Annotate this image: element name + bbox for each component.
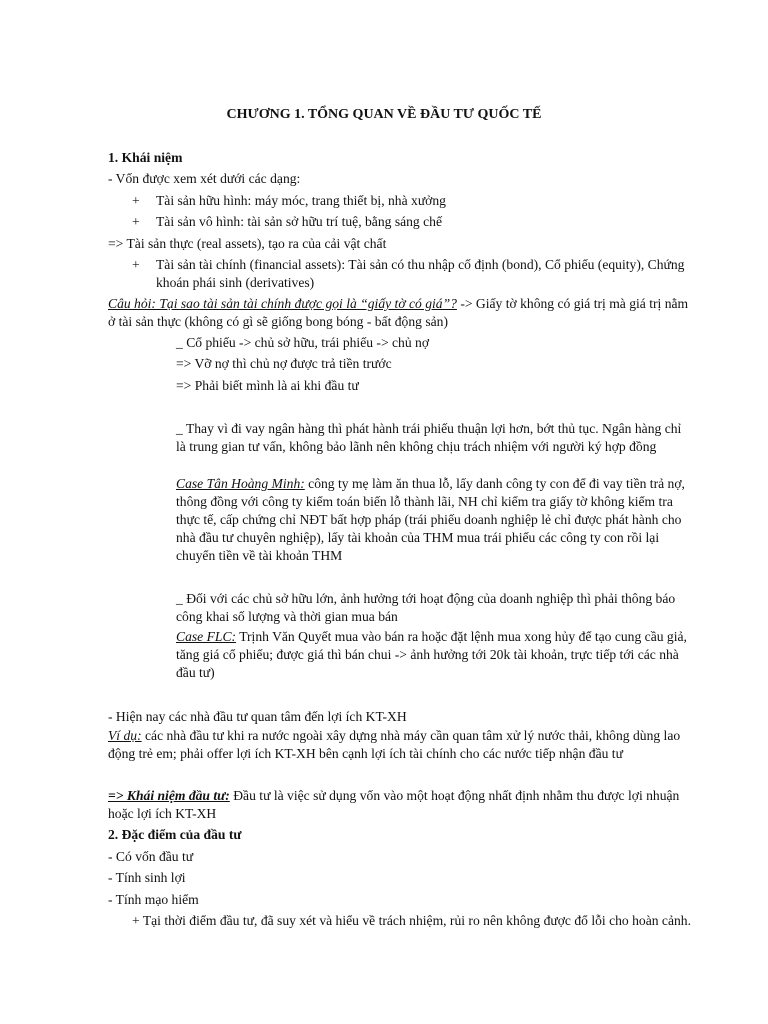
s2-line-2: - Tính sinh lợi xyxy=(108,870,186,885)
case-label: Case FLC: xyxy=(176,629,237,644)
bullet-mark: + xyxy=(132,214,140,229)
case-label: Case Tân Hoàng Minh: xyxy=(176,476,305,491)
definition-paragraph xyxy=(108,787,693,823)
s1-line-3: - Hiện nay các nhà đầu tư quan tâm đến lợi ích KT-XH xyxy=(108,709,407,724)
case-tan-hoang-minh xyxy=(176,475,691,565)
question-paragraph xyxy=(108,295,693,331)
section-2-heading: 2. Đặc điểm của đầu tư xyxy=(108,827,242,842)
question-note-1: _ Cổ phiếu -> chủ sở hữu, trái phiếu -> chủ nợ xyxy=(176,335,430,350)
definition-text: Đầu tư là việc sử dụng vốn vào một hoạt động nhất định nhằm thu được lợi nhuận hoặc lợi ích KT-XH xyxy=(108,788,680,821)
bullet-text: Tài sản vô hình: tài sản sở hữu trí tuệ, bằng sáng chế xyxy=(156,214,442,229)
chapter-title: CHƯƠNG 1. TỔNG QUAN VỀ ĐẦU TƯ QUỐC TẾ xyxy=(226,107,542,122)
example-label: Ví dụ: xyxy=(108,728,142,743)
case-text: công ty mẹ làm ăn thua lỗ, lấy danh công ty con để đi vay tiền trả nợ, thông đồng với công ty kiểm toán biến lỗ thành lãi, NH chỉ kiểm tra giấy tờ không kiểm tra thực tế, cấp chứng chỉ NĐT bất hợp pháp (trái phiếu doanh nghiệp lẻ chỉ được phát hành cho nhà đầu tư chuyên nghiệp), lấy tài khoản của THM mua trái phiếu các công ty con rồi lại chuyển tiền về tài khoản THM xyxy=(176,476,685,563)
section-1-heading: 1. Khái niệm xyxy=(108,150,183,165)
example-text: các nhà đầu tư khi ra nước ngoài xây dựng nhà máy cần quan tâm xử lý nước thải, không dùng lao động trẻ em; phải offer lợi ích KT-XH bên cạnh lợi ích tài chính cho các nước tiếp nhận đầu tư xyxy=(108,728,681,761)
case-text: Trịnh Văn Quyết mua vào bán ra hoặc đặt lệnh mua xong hủy để tạo cung cầu giả, tăng giá cổ phiếu; được giá thì bán chui -> ảnh hưởng tới 20k tài khoản, trực tiếp tới các nhà đầu tư) xyxy=(176,629,687,680)
question-label: Câu hỏi: Tại sao tài sản tài chính được gọi là “giấy tờ có giá”? xyxy=(108,296,457,311)
s1-line-2: => Tài sản thực (real assets), tạo ra của cải vật chất xyxy=(108,236,387,251)
question-note-2: => Vỡ nợ thì chủ nợ được trả tiền trước xyxy=(176,356,392,371)
bullet-text: Tài sản hữu hình: máy móc, trang thiết bị, nhà xưởng xyxy=(156,193,446,208)
bond-paragraph: _ Thay vì đi vay ngân hàng thì phát hành trái phiếu thuận lợi hơn, bớt thủ tục. Ngân hàng chỉ là trung gian tư vấn, không bảo lãnh nên không chịu trách nhiệm với người ký hợp đồng xyxy=(176,421,682,454)
s1-line-1: - Vốn được xem xét dưới các dạng: xyxy=(108,171,301,186)
case-flc xyxy=(176,628,691,682)
s2-line-1: - Có vốn đầu tư xyxy=(108,849,194,864)
example-paragraph xyxy=(108,727,693,763)
s2-line-4: + Tại thời điểm đầu tư, đã suy xét và hiểu về trách nhiệm, rủi ro nên không được đổ lỗi cho hoàn cảnh. xyxy=(132,913,691,928)
bullet-mark: + xyxy=(132,193,140,208)
bullet-text: Tài sản tài chính (financial assets): Tài sản có thu nhập cố định (bond), Cổ phiếu (equity), Chứng khoán phái sinh (derivatives) xyxy=(156,257,685,290)
s2-line-3: - Tính mạo hiểm xyxy=(108,892,199,907)
question-note-3: => Phải biết mình là ai khi đầu tư xyxy=(176,378,359,393)
bullet-mark: + xyxy=(132,257,140,272)
definition-label: => Khái niệm đầu tư: xyxy=(108,788,230,803)
question-text: -> Giấy tờ không có giá trị mà giá trị nằm ở tài sản thực (không có gì sẽ giống bong bóng - bất động sản) xyxy=(108,296,689,329)
owner-paragraph: _ Đối với các chủ sở hữu lớn, ảnh hưởng tới hoạt động của doanh nghiệp thì phải thông báo công khai số lượng và thời gian mua bán xyxy=(176,591,676,624)
